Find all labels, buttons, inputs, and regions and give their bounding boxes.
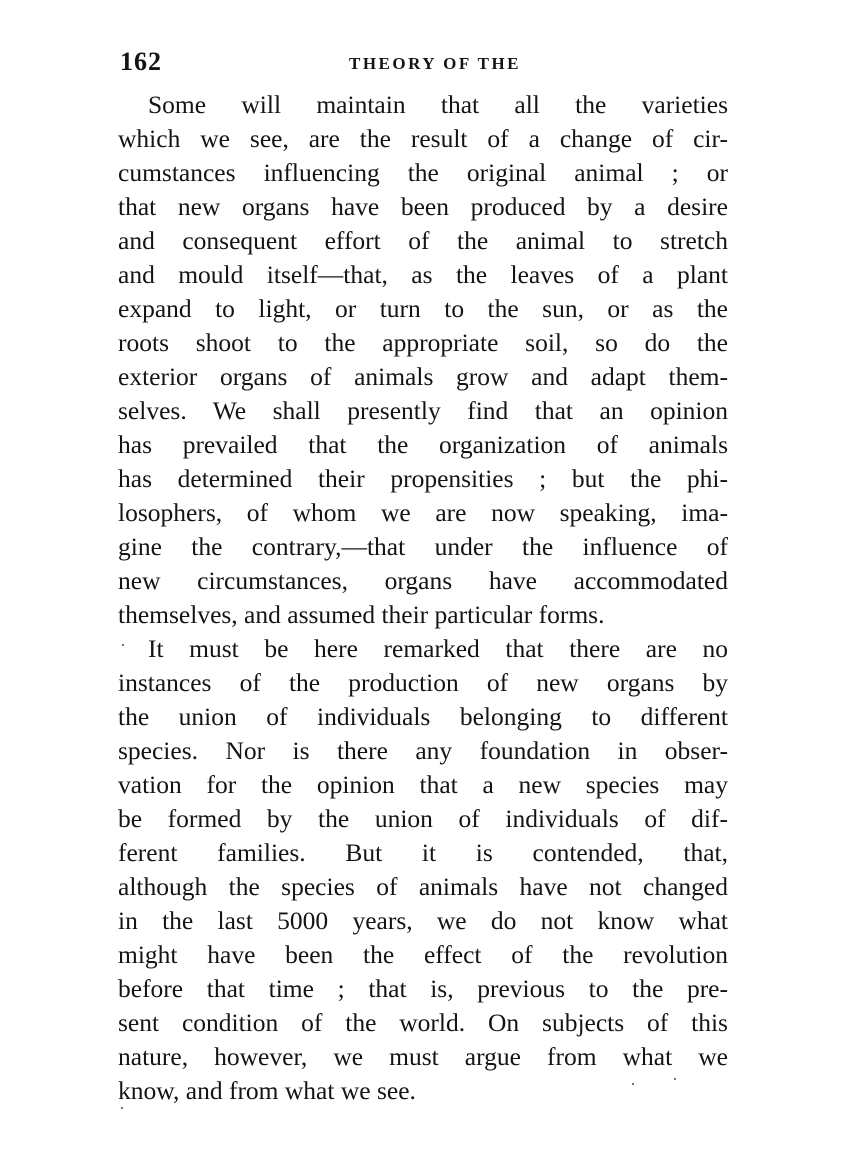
paragraph-1 [118, 88, 728, 632]
running-title: THEORY OF THE [348, 54, 522, 73]
text-line: in the last 5000 years, we do not know what [118, 906, 728, 935]
text-line: It must be here remarked that there are no [148, 634, 728, 663]
text-line: exterior organs of animals grow and adapt them- [118, 362, 728, 391]
text-line: selves. We shall presently find that an opinion [118, 396, 728, 425]
print-speck [632, 1083, 634, 1085]
text-line: might have been the effect of the revolution [118, 940, 728, 969]
text-line: know, and from what we see. [118, 1076, 416, 1105]
text-line: has prevailed that the organization of animals [118, 430, 728, 459]
print-speck [122, 644, 124, 646]
print-speck [121, 1107, 123, 1109]
print-speck [674, 1078, 676, 1080]
text-line: cumstances influencing the original animal ; or [118, 158, 728, 187]
text-line: and mould itself—that, as the leaves of a plant [118, 260, 728, 289]
text-line: losophers, of whom we are now speaking, ima- [118, 498, 728, 527]
text-line: be formed by the union of individuals of dif- [118, 804, 728, 833]
text-line: the union of individuals belonging to different [118, 702, 728, 731]
text-line: species. Nor is there any foundation in obser- [118, 736, 728, 765]
text-line: Some will maintain that all the varieties [148, 90, 728, 119]
text-line: roots shoot to the appropriate soil, so do the [118, 328, 728, 357]
text-line: that new organs have been produced by a desire [118, 192, 728, 221]
text-line: expand to light, or turn to the sun, or as the [118, 294, 728, 323]
text-line: vation for the opinion that a new species may [118, 770, 728, 799]
running-head [118, 44, 728, 80]
text-line: before that time ; that is, previous to the pre- [118, 974, 728, 1003]
text-line: nature, however, we must argue from what we [118, 1042, 728, 1071]
text-line: has determined their propensities ; but the phi- [118, 464, 728, 493]
page-number: 162 [120, 47, 162, 76]
text-line: sent condition of the world. On subjects of this [118, 1008, 728, 1037]
body-text [118, 88, 728, 1108]
text-line: themselves, and assumed their particular forms. [118, 600, 605, 629]
text-line: instances of the production of new organs by [118, 668, 728, 697]
text-line: and consequent effort of the animal to stretch [118, 226, 728, 255]
text-line: new circumstances, organs have accommodated [118, 566, 728, 595]
text-line: gine the contrary,—that under the influence of [118, 532, 728, 561]
text-line: which we see, are the result of a change of cir- [118, 124, 728, 153]
text-line: although the species of animals have not changed [118, 872, 728, 901]
paragraph-2 [118, 632, 728, 1108]
text-line: ferent families. But it is contended, that, [118, 838, 728, 867]
